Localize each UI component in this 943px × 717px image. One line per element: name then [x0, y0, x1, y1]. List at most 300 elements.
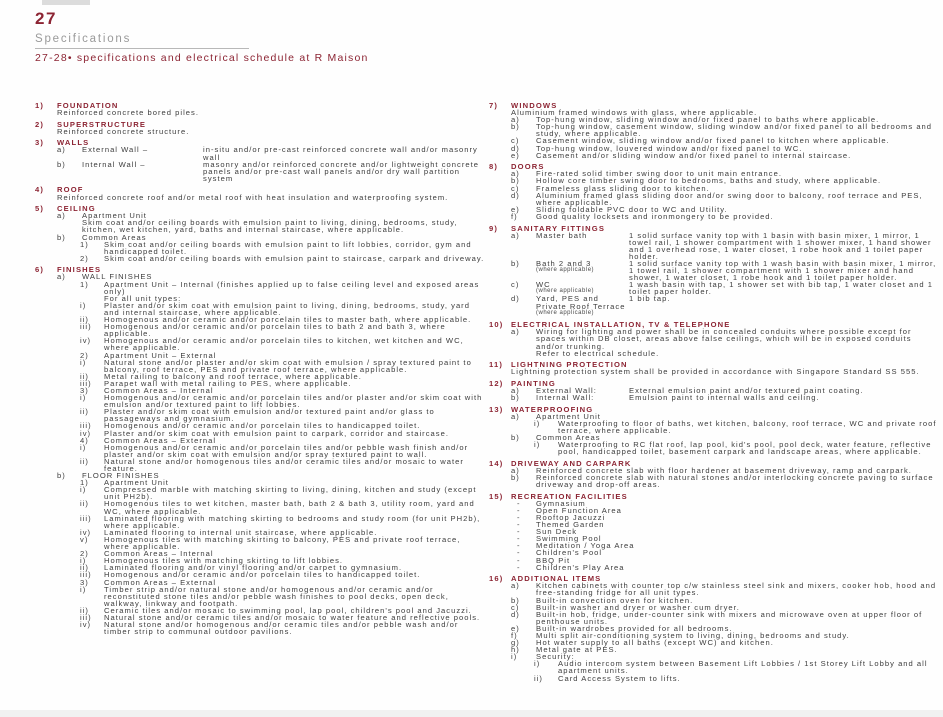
section-body — [511, 102, 937, 159]
item-text: Skim coat and/or ceiling boards with emulsion paint to lift lobbies, corridor, gym and handicapped toilet. — [104, 239, 472, 256]
section-walls — [35, 139, 487, 182]
item-text: Homogenous tiles with matching skirting to lift lobbies. — [104, 556, 344, 566]
spec-item — [57, 219, 487, 233]
spec-item — [80, 394, 487, 408]
item-label: - — [517, 505, 521, 515]
item-text: Reinforced concrete slab with floor hardener at basement driveway, ramp and carpark. — [536, 465, 912, 475]
item-text: Built-in wardrobes provided for all bedrooms. — [536, 623, 733, 633]
item-subheading-text: Bath 2 and 3 — [536, 258, 592, 268]
item-text: Wiring for lighting and power shall be in concealed conduits where possible except for spaces within DB closet, areas above false ceilings, which will be in exposed conduits and/or trunking. — [536, 327, 912, 351]
item-label: a) — [57, 145, 66, 155]
item-text: Apartment Unit – Internal (finishes applied up to false ceiling level and exposed areas only) — [104, 279, 480, 296]
right-column — [489, 102, 937, 686]
item-text: Built-in convection oven for kitchen. — [536, 595, 694, 605]
item-text: 1 bib tap. — [629, 294, 671, 304]
item-text: Gymnasium — [536, 498, 586, 508]
item-text: Sliding foldable PVC door to WC and Utility. — [536, 204, 728, 214]
item-text: Common Areas – External — [104, 577, 217, 587]
spec-paragraph: Reinforced concrete structure. — [57, 126, 190, 136]
item-text: Built-in hob, fridge, under-counter sink with mixers and microwave oven at upper floor of penthouse units. — [536, 609, 923, 626]
section-title: DRIVEWAY AND CARPARK — [511, 458, 632, 468]
page-subtitle: 27-28• specifications and electrical schedule at R Maison — [35, 52, 369, 64]
spec-item — [80, 337, 487, 351]
spec-item — [80, 255, 487, 262]
section-ceiling — [35, 205, 487, 262]
spec-paragraph: Reinforced concrete roof and/or metal roof with heat insulation and waterproofing system. — [57, 192, 449, 202]
item-text: Multi split air-conditioning system to living, dining, bedrooms and study. — [536, 630, 850, 640]
item-label: i) — [80, 393, 87, 403]
section-body — [511, 493, 937, 571]
item-text: Natural stone and/or homogenous and/or ceramic tiles and/or pebble wash and/or timber strip to communal outdoor pavilions. — [104, 620, 459, 637]
section-additional-items — [489, 575, 937, 681]
item-text: Swimming Pool — [536, 534, 602, 544]
item-text: Kitchen cabinets with counter top c/w stainless steel sink and mixers, cooker hob, hood and free-standing fridge for all unit types. — [536, 581, 937, 598]
item-label: - — [517, 541, 521, 551]
item-label: 2) — [80, 253, 89, 263]
item-label: a) — [57, 211, 66, 221]
page-title: Specifications — [35, 33, 249, 49]
section-number: 6) — [35, 265, 45, 275]
item-text: masonry and/or reinforced concrete and/or lightweight concrete panels and/or pre-cast wall panels and/or dry wall partition system — [203, 159, 479, 183]
item-label — [511, 350, 536, 357]
item-label: 1) — [80, 239, 89, 249]
item-text: Rooftop Jacuzzi — [536, 512, 606, 522]
spec-two-col-item — [511, 281, 937, 295]
section-title: LIGHTNING PROTECTION — [511, 360, 628, 370]
item-text: Plaster and/or skim coat with emulsion paint to carpark, corridor and staircase. — [104, 428, 449, 438]
item-label: i) — [534, 418, 541, 428]
item-subheading — [536, 260, 629, 281]
item-text: WALL FINISHES — [82, 272, 153, 282]
spec-item — [80, 359, 487, 373]
item-label: c) — [511, 136, 520, 146]
item-text: Security: — [536, 652, 575, 662]
spec-item — [80, 281, 487, 295]
item-text: Homogenous and/or ceramic and/or porcelain tiles and/or pebble wash finish and/or plaster and/or skim coat with emulsion and/or spray textured paint to wall. — [104, 442, 469, 459]
section-body — [57, 205, 487, 262]
item-text: Plaster and/or skim coat with emulsion paint to living, dining, bedrooms, study, yard and internal staircase, where applicable. — [104, 300, 470, 317]
spec-item — [517, 549, 937, 556]
section-windows — [489, 102, 937, 159]
item-text: Hollow core timber swing door to bedrooms, baths and study, where applicable. — [536, 176, 882, 186]
section-foundation — [35, 102, 487, 116]
item-label: a) — [511, 411, 520, 421]
item-text: Skim coat and/or ceiling boards with emulsion paint to staircase, carpark and driveway. — [104, 253, 485, 263]
section-lightning-protection — [489, 361, 937, 375]
item-label: iii) — [80, 513, 92, 523]
item-text: Common Areas – Internal — [104, 385, 214, 395]
item-label: i) — [534, 659, 541, 669]
section-title: DOORS — [511, 162, 545, 172]
item-label: a) — [511, 115, 520, 125]
section-title: WALLS — [57, 138, 90, 148]
item-label: c) — [511, 602, 520, 612]
section-body — [57, 102, 487, 116]
item-subheading — [536, 295, 629, 316]
item-label: a) — [511, 581, 520, 591]
spec-item — [80, 408, 487, 422]
item-label: iv) — [80, 620, 92, 630]
spec-item — [517, 564, 937, 571]
item-subheading-text: Yard, PES and Private Roof Terrace — [536, 294, 626, 311]
item-label: i) — [80, 556, 87, 566]
item-label: a) — [511, 385, 520, 395]
section-number: 15) — [489, 491, 504, 501]
spec-item — [511, 123, 937, 137]
item-text: Emulsion paint to internal walls and ceiling. — [629, 393, 820, 403]
section-title: WINDOWS — [511, 101, 558, 110]
item-label: i) — [80, 357, 87, 367]
item-text: Frameless glass sliding door to kitchen. — [536, 183, 710, 193]
section-body — [511, 163, 937, 220]
section-body — [511, 460, 937, 488]
item-label: iv) — [80, 428, 92, 438]
item-text: Natural stone and/or ceramic tiles and/or mosaic to water feature and reflective pools. — [104, 612, 481, 622]
item-label: a) — [511, 169, 520, 179]
section-number: 13) — [489, 404, 504, 414]
section-title: ADDITIONAL ITEMS — [511, 574, 602, 584]
item-text: Casement window, sliding window and/or fixed panel to kitchen where applicable. — [536, 136, 890, 146]
item-label: 1) — [80, 478, 89, 488]
item-label: b) — [511, 473, 520, 482]
spec-two-col-item — [57, 161, 487, 182]
spec-item — [80, 621, 487, 635]
item-label: b) — [511, 258, 520, 268]
section-number: 14) — [489, 458, 504, 468]
section-body — [511, 575, 937, 681]
item-text: Homogenous tiles with matching skirting to balcony, PES and private roof terrace, where applicable. — [104, 534, 461, 552]
item-label: b) — [57, 232, 66, 242]
item-note: (where applicable) — [536, 288, 595, 295]
section-finishes — [35, 266, 487, 635]
section-title: SANITARY FITTINGS — [511, 223, 606, 233]
section-number: 2) — [35, 119, 45, 129]
item-text: Casement and/or sliding window and/or fixed panel to internal staircase. — [536, 150, 852, 160]
item-text: Ceramic tiles and/or mosaic to swimming pool, lap pool, children's pool and Jacuzzi. — [104, 605, 472, 615]
item-label: - — [517, 562, 521, 572]
item-label: b) — [511, 122, 520, 132]
item-label: iii) — [80, 421, 92, 431]
item-label: a) — [511, 327, 520, 337]
item-label: ii) — [80, 371, 89, 381]
item-subheading-text: External Wall – — [82, 145, 149, 155]
item-text: Fire-rated solid timber swing door to unit main entrance. — [536, 169, 782, 179]
section-number: 12) — [489, 378, 504, 388]
item-label: i) — [80, 300, 87, 310]
item-subheading — [536, 281, 629, 295]
section-body — [511, 406, 937, 456]
item-text: Apartment Unit – External — [104, 350, 217, 360]
item-text: BBQ Pit — [536, 555, 571, 565]
spec-item — [511, 328, 937, 349]
section-title: RECREATION FACILITIES — [511, 491, 628, 501]
spec-item — [511, 192, 937, 206]
item-label: b) — [511, 176, 520, 186]
item-label: 1) — [80, 279, 89, 289]
spec-item — [80, 536, 487, 550]
item-text: Laminated flooring to internal unit staircase, where applicable. — [104, 527, 378, 537]
section-body — [511, 380, 937, 401]
item-label: - — [517, 512, 521, 522]
page-bottom-edge — [0, 710, 943, 717]
item-text: Meditation / Yoga Area — [536, 541, 635, 551]
spec-item — [511, 152, 937, 159]
item-label: iv) — [80, 527, 92, 537]
item-label: i) — [80, 442, 87, 452]
spec-item — [80, 241, 487, 255]
spec-paragraph: Reinforced concrete bored piles. — [57, 108, 199, 118]
item-text: Homogenous and/or ceramic and/or porcelain tiles and/or plaster and/or skim coat with emulsion and/or textured paint to lift lobbies. — [104, 393, 483, 410]
spec-two-col-item — [511, 295, 937, 316]
item-label: d) — [511, 609, 520, 619]
item-note: (where applicable) — [536, 309, 595, 316]
item-label: iii) — [80, 612, 92, 622]
item-label: b) — [511, 393, 520, 403]
item-subheading-text: External Wall: — [536, 385, 597, 395]
section-sanitary-fittings — [489, 225, 937, 317]
section-title: FINISHES — [57, 265, 102, 275]
item-text: Hot water supply to all baths (except WC) and kitchen. — [536, 638, 774, 648]
spec-item — [511, 213, 937, 220]
spec-item — [534, 660, 937, 674]
section-number: 11) — [489, 360, 504, 370]
page-header — [35, 9, 369, 64]
item-text: Homogenous and/or ceramic and/or porcelain tiles to kitchen, wet kitchen and WC, where applicable. — [104, 336, 464, 353]
item-text: Aluminium framed glass sliding door and/or swing door to balcony, roof terrace and PES, where applicable. — [536, 190, 923, 207]
section-title: WATERPROOFING — [511, 404, 594, 414]
item-subheading — [536, 394, 629, 401]
item-text: Timber strip and/or natural stone and/or homogenous and/or ceramic and/or reconstituted stone tiles and/or pebble wash finishes to pool decks, open deck, walkway, linkway and footpath. — [104, 584, 449, 608]
page-edge-artifact — [42, 0, 90, 5]
section-number: 10) — [489, 320, 504, 330]
item-label: ii) — [80, 563, 89, 573]
section-number: 5) — [35, 204, 45, 214]
spec-item — [80, 458, 487, 472]
item-label: i) — [511, 652, 518, 662]
item-text: Waterproofing to floor of baths, wet kitchen, balcony, roof terrace, WC and private roof terrace, where applicable. — [558, 418, 937, 435]
section-number: 3) — [35, 138, 45, 148]
item-label — [57, 219, 82, 233]
item-label: a) — [57, 272, 66, 282]
section-body — [511, 361, 937, 375]
item-text: Children's Play Area — [536, 562, 625, 572]
item-text: Good quality locksets and ironmongery to be provided. — [536, 211, 774, 221]
item-label: a) — [511, 465, 520, 475]
item-text: Apartment Unit — [104, 478, 169, 488]
item-text: Homogenous tiles to wet kitchen, master bath, bath 2 & bath 3, utility room, yard and WC, where applicable. — [104, 499, 475, 516]
item-text: Built-in washer and dryer or washer cum dryer. — [536, 602, 740, 612]
item-label: - — [517, 555, 521, 565]
section-number: 8) — [489, 162, 499, 172]
item-text: Metal gate at PES. — [536, 645, 618, 655]
section-number: 1) — [35, 101, 45, 110]
spec-item — [80, 500, 487, 514]
section-title: ELECTRICAL INSTALLATION, TV & TELEPHONE — [511, 320, 731, 330]
item-label: - — [517, 520, 521, 530]
item-label: a) — [511, 230, 520, 240]
item-label: b) — [57, 471, 66, 481]
item-label: 4) — [80, 435, 89, 445]
spec-item — [511, 582, 937, 596]
item-label: - — [517, 498, 521, 508]
item-text: Card Access System to lifts. — [558, 673, 681, 683]
spec-item — [511, 646, 937, 653]
section-waterproofing — [489, 406, 937, 456]
section-doors — [489, 163, 937, 220]
section-title: PAINTING — [511, 378, 556, 388]
section-driveway-and-carpark — [489, 460, 937, 488]
item-label: iii) — [80, 378, 92, 388]
item-subheading-text: Internal Wall: — [536, 393, 595, 403]
item-label: v) — [80, 534, 89, 544]
item-label: g) — [511, 638, 520, 648]
section-body — [57, 139, 487, 182]
item-label: d) — [511, 190, 520, 200]
item-label: e) — [511, 150, 520, 160]
item-text: External emulsion paint and/or textured paint coating. — [629, 385, 864, 395]
spec-item — [80, 444, 487, 458]
item-label: - — [517, 548, 521, 558]
item-subheading — [82, 161, 203, 182]
item-label: b) — [57, 159, 66, 169]
item-text: Audio intercom system between Basement Lift Lobbies / 1st Storey Lift Lobby and all apartment units. — [558, 659, 928, 676]
item-text: Laminated flooring with matching skirting to bedrooms and study room (for unit PH2b), where applicable. — [104, 513, 481, 530]
item-label: ii) — [80, 315, 89, 325]
item-label: ii) — [80, 605, 89, 615]
section-body — [511, 225, 937, 317]
section-body — [511, 321, 937, 356]
item-text: Reinforced concrete slab with natural stones and/or interlocking concrete paving to surface driveway and drop-off areas. — [536, 473, 934, 490]
item-label: i) — [80, 584, 87, 594]
item-text: Common Areas — [82, 232, 147, 242]
item-label: d) — [511, 143, 520, 153]
item-subheading-text: WC — [536, 280, 551, 290]
section-title: FOUNDATION — [57, 101, 119, 110]
item-text: 1 solid surface vanity top with 1 wash basin with basin mixer, 1 mirror, 1 towel rail, 1 shower compartment with 1 shower mixer and hand shower, 1 water closet, 1 robe hook and 1 toilet paper holder. — [629, 258, 937, 283]
item-text: Skim coat and/or ceiling boards with emulsion paint to living, dining, bedrooms, study, kitchen, wet kitchen, yard, baths and internal staircase, where applicable. — [82, 218, 458, 235]
spec-item — [80, 486, 487, 500]
spec-item — [511, 474, 937, 488]
item-text: Refer to electrical schedule. — [536, 348, 660, 358]
item-text: Apartment Unit — [536, 411, 601, 421]
item-label: i) — [80, 485, 87, 495]
item-text: Apartment Unit — [82, 211, 147, 221]
item-label: 2) — [80, 350, 89, 360]
spec-two-col-item — [511, 260, 937, 281]
section-title: ROOF — [57, 185, 84, 195]
spec-item — [80, 302, 487, 316]
item-label: h) — [511, 645, 520, 655]
item-text: 1 wash basin with tap, 1 shower set with bib tap, 1 water closet and 1 toilet paper holder. — [629, 280, 933, 297]
item-label: 3) — [80, 577, 89, 587]
left-column — [35, 102, 487, 640]
section-roof — [35, 186, 487, 200]
item-text: Homogenous and/or ceramic and/or porcelain tiles to handicapped toilet. — [104, 421, 421, 431]
section-title: SUPERSTRUCTURE — [57, 119, 147, 129]
section-superstructure — [35, 121, 487, 135]
item-subheading — [536, 232, 629, 260]
section-recreation-facilities — [489, 493, 937, 571]
item-text: Open Function Area — [536, 505, 622, 515]
item-text: For all unit types: — [104, 293, 182, 303]
spec-item — [80, 323, 487, 337]
item-label: ii) — [80, 456, 89, 466]
item-label: ii) — [534, 673, 543, 683]
item-text: 1 solid surface vanity top with 1 basin with basin mixer, 1 mirror, 1 towel rail, 1 shower compartment with 1 shower mixer, 1 hand shower and 1 overhead rose, 1 water closet, 1 robe hook and 1 toilet paper holder. — [629, 230, 932, 261]
item-text: Common Areas – External — [104, 435, 217, 445]
item-label: e) — [511, 204, 520, 214]
item-text: Themed Garden — [536, 520, 605, 530]
section-number: 16) — [489, 574, 504, 584]
spec-item — [511, 350, 937, 357]
item-text: Homogenous and/or ceramic and/or porcelain tiles to bath 2 and bath 3, where applicable. — [104, 322, 446, 339]
spec-paragraph: Aluminium framed windows with glass, where applicable. — [511, 108, 758, 118]
item-text: Parapet wall with metal railing to PES, where applicable. — [104, 378, 352, 388]
item-text: Natural stone and/or plaster and/or skim coat with emulsion / spray textured paint to balcony, roof terrace, PES and private roof terrace, where applicable. — [104, 357, 472, 374]
item-label: - — [517, 534, 521, 544]
section-number: 4) — [35, 185, 45, 195]
item-text: Children's Pool — [536, 548, 603, 558]
spec-two-col-item — [511, 394, 937, 401]
item-text: Sun Deck — [536, 527, 578, 537]
item-label: ii) — [80, 407, 89, 417]
item-text: Metal railing to balcony and roof terrace, where applicable. — [104, 371, 362, 381]
spec-item — [80, 515, 487, 529]
item-label: iv) — [80, 336, 92, 346]
item-subheading-text: Master bath — [536, 230, 588, 240]
item-label: iii) — [80, 570, 92, 580]
section-body — [57, 186, 487, 200]
item-label: i) — [534, 440, 541, 450]
item-text: Common Areas — [536, 433, 601, 443]
spec-two-col-item — [511, 232, 937, 260]
item-label: b) — [511, 595, 520, 605]
item-text: in-situ and/or pre-cast reinforced concrete wall and/or masonry wall — [203, 145, 478, 162]
section-body — [57, 121, 487, 135]
item-text: Waterproofing to RC flat roof, lap pool, kid's pool, pool deck, water feature, reflective pool, handicapped toilet, basement carpark and landscape areas, where applicable. — [558, 440, 932, 457]
page-number: 27 — [35, 9, 57, 28]
item-label: 2) — [80, 549, 89, 559]
spec-paragraph: Lightning protection system shall be provided in accordance with Singapore Standard SS 555. — [511, 367, 920, 377]
item-text: Compressed marble with matching skirting to living, dining, kitchen and study (except unit PH2b). — [104, 485, 477, 502]
item-label: 3) — [80, 385, 89, 395]
item-subheading — [82, 146, 203, 160]
item-label: e) — [511, 623, 520, 633]
item-label: ii) — [80, 499, 89, 509]
item-label: c) — [511, 183, 520, 193]
item-text: Plaster and/or skim coat with emulsion and/or textured paint and/or glass to passageways and gymnasium. — [104, 407, 435, 424]
spec-item — [534, 675, 937, 682]
spec-item — [80, 586, 487, 607]
section-electrical-installation-tv-telephone — [489, 321, 937, 356]
spec-item — [534, 420, 937, 434]
item-text: Natural stone and/or homogenous tiles and/or ceramic tiles and/or mosaic to water feature. — [104, 456, 464, 473]
item-text: Homogenous and/or ceramic and/or porcelain tiles to master bath, where applicable. — [104, 315, 472, 325]
item-text: Laminated flooring and/or vinyl flooring and/or carpet to gymnasium. — [104, 563, 403, 573]
item-label: f) — [511, 630, 518, 640]
item-label: - — [517, 527, 521, 537]
item-label: b) — [511, 433, 520, 443]
spec-item — [511, 611, 937, 625]
section-body — [57, 266, 487, 635]
spec-item — [534, 441, 937, 455]
section-number: 7) — [489, 101, 499, 110]
section-number: 9) — [489, 223, 499, 233]
item-text: Top-hung window, sliding window and/or fixed panel to baths where applicable. — [536, 115, 880, 125]
section-title: CEILING — [57, 204, 96, 214]
item-text: Homogenous and/or ceramic and/or porcelain tiles to handicapped toilet. — [104, 570, 421, 580]
spec-two-col-item — [57, 146, 487, 160]
